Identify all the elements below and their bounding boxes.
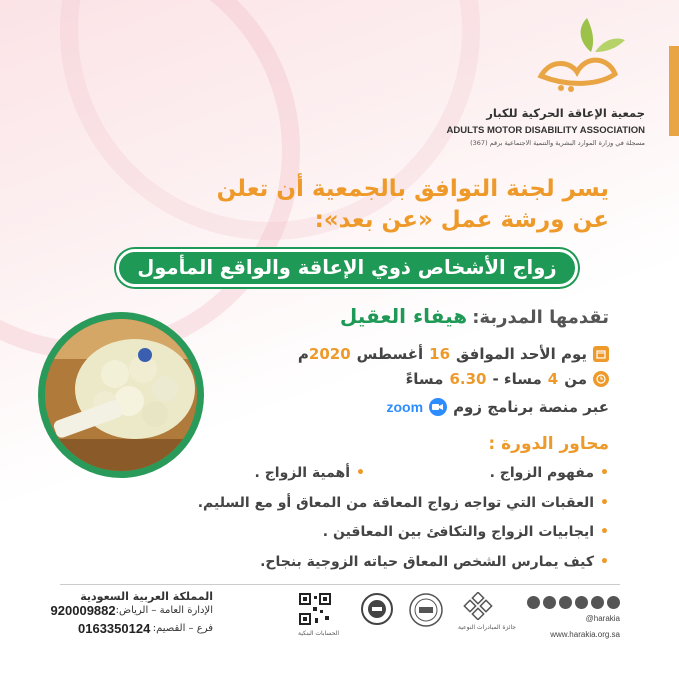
social-block (525, 596, 620, 639)
axis-item (198, 495, 609, 511)
workshop-title-banner: زواج الأشخاص ذوي الإعاقة والواقع المأمول (116, 249, 578, 287)
branch-label: فرع – القصيم: (152, 623, 213, 634)
iso-certification-icon (360, 592, 394, 626)
hq-phone: 920009882 (50, 603, 116, 618)
qr-code-icon (298, 592, 332, 626)
social-handle: @harakia (585, 614, 620, 623)
snapchat-icon[interactable] (607, 596, 620, 609)
date-month: أغسطس (356, 345, 424, 363)
axis-item-text: مفهوم الزواج . (489, 465, 595, 481)
bouquet-illustration-icon (45, 319, 197, 471)
twitter-icon[interactable] (559, 596, 572, 609)
harakia-logo-mark-icon (531, 14, 631, 94)
facebook-icon[interactable] (575, 596, 588, 609)
platform-text: عبر منصة برنامج زوم (453, 398, 609, 416)
time-mid: مساء - (492, 370, 542, 388)
axis-item-text: كيف يمارس الشخص المعاق حياته الزوجية بنجاح. (260, 554, 595, 570)
trainer-label: تقدمها المدربة: (472, 307, 609, 328)
social-icons (525, 596, 620, 609)
date-line (298, 345, 609, 363)
bullet-dot-icon: • (600, 554, 609, 570)
association-name-ar: جمعية الإعاقة الحركية للكبار (486, 106, 645, 120)
announcement-line-1: يسر لجنة التوافق بالجمعية أن تعلن (216, 176, 609, 202)
zoom-camera-icon (429, 398, 447, 416)
branch-phone: 0163350124 (78, 621, 151, 636)
clock-icon (593, 371, 609, 387)
bullet-dot-icon: • (356, 465, 365, 481)
axis-item (255, 465, 365, 481)
bouquet-photo (45, 319, 197, 471)
award-block (458, 592, 516, 631)
footer-divider (60, 584, 620, 585)
seal-badge (408, 592, 444, 632)
time-suffix: مساءً (405, 370, 444, 388)
flickr-icon[interactable] (527, 596, 540, 609)
axis-item-text: ايجابيات الزواج والتكافئ بين المعاقين . (322, 524, 595, 540)
announcement-line-2: عن ورشة عمل «عن بعد»: (314, 207, 609, 233)
axis-item (260, 554, 609, 570)
time-end: 6.30 (449, 370, 487, 388)
date-suffix: م (297, 345, 309, 363)
calendar-icon (593, 346, 609, 362)
date-year: 2020 (308, 345, 351, 363)
association-name-en: ADULTS MOTOR DISABILITY ASSOCIATION (446, 125, 645, 136)
time-from: من (564, 370, 587, 388)
award-emblem-icon (458, 592, 498, 620)
youtube-icon[interactable] (543, 596, 556, 609)
zoom-wordmark: zoom (386, 399, 424, 415)
hq-label: الإدارة العامة – الرياض: (115, 605, 213, 616)
quality-seal-icon (408, 592, 444, 628)
accent-bar (669, 46, 679, 136)
date-day: 16 (429, 345, 451, 363)
bullet-dot-icon: • (600, 465, 609, 481)
time-line (406, 370, 609, 388)
axis-item (323, 524, 609, 540)
bullet-dot-icon: • (600, 524, 609, 540)
footer (0, 588, 679, 680)
qr-caption: الحسابات البنكية (298, 630, 340, 637)
country-name: المملكة العربية السعودية (80, 590, 213, 603)
iso-badge (360, 592, 394, 630)
axis-item-text: أهمية الزواج . (254, 465, 351, 481)
axis-item (490, 465, 609, 481)
platform-line (387, 398, 610, 416)
trainer-name: هيفاء العقيل (339, 304, 468, 328)
website[interactable]: www.harakia.org.sa (550, 630, 620, 639)
axis-item-text: العقبات التي تواجه زواج المعاقة من المعاق أو مع السليم. (197, 495, 595, 511)
award-caption: جائزة المبادرات النوعية (458, 624, 516, 631)
time-start: 4 (547, 370, 559, 388)
registration-note: مسجلة في وزارة الموارد البشرية والتنمية الاجتماعية برقم (367) (470, 139, 645, 147)
qr-block (298, 592, 339, 637)
date-prefix: يوم الأحد الموافق (456, 345, 587, 363)
trainer-line (340, 304, 609, 328)
axes-title: محاور الدورة : (488, 434, 609, 454)
instagram-icon[interactable] (591, 596, 604, 609)
contact-block (50, 590, 213, 636)
bullet-dot-icon: • (600, 495, 609, 511)
